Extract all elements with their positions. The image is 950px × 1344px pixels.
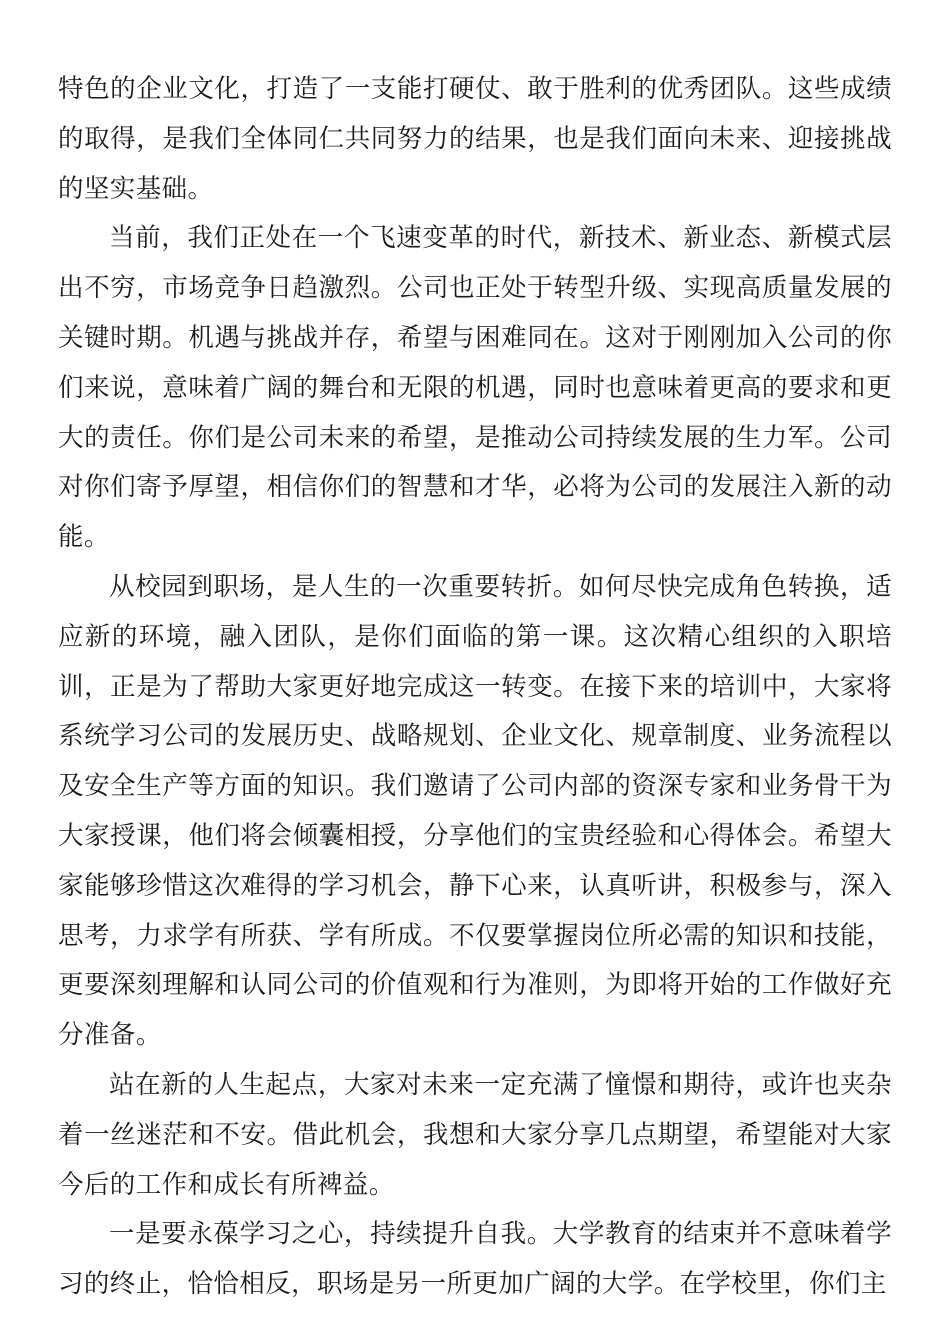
document-page xyxy=(58,65,892,1310)
paragraph-2: 当前，我们正处在一个飞速变革的时代，新技术、新业态、新模式层出不穷，市场竞争日趋激烈。公司也正处于转型升级、实现高质量发展的关键时期。机遇与挑战并存，希望与困难同在。这对于刚刚加入公司的你们来说，意味着广阔的舞台和无限的机遇，同时也意味着更高的要求和更大的责任。你们是公司未来的希望，是推动公司持续发展的生力军。公司对你们寄予厚望，相信你们的智慧和才华，必将为公司的发展注入新的动能。 xyxy=(58,223,892,553)
paragraph-4: 站在新的人生起点，大家对未来一定充满了憧憬和期待，或许也夹杂着一丝迷茫和不安。借此机会，我想和大家分享几点期望，希望能对大家今后的工作和成长有所裨益。 xyxy=(58,1069,892,1200)
paragraph-5: 一是要永葆学习之心，持续提升自我。大学教育的结束并不意味着学习的终止，恰恰相反，职场是另一所更加广阔的大学。在学校里，你们主 xyxy=(58,1219,892,1300)
paragraph-1: 特色的企业文化，打造了一支能打硬仗、敢于胜利的优秀团队。这些成绩的取得，是我们全体同仁共同努力的结果，也是我们面向未来、迎接挑战的坚实基础。 xyxy=(58,74,892,204)
paragraph-3: 从校园到职场，是人生的一次重要转折。如何尽快完成角色转换，适应新的环境，融入团队，是你们面临的第一课。这次精心组织的入职培训，正是为了帮助大家更好地完成这一转变。在接下来的培训中，大家将系统学习公司的发展历史、战略规划、企业文化、规章制度、业务流程以及安全生产等方面的知识。我们邀请了公司内部的资深专家和业务骨干为大家授课，他们将会倾囊相授，分享他们的宝贵经验和心得体会。希望大家能够珍惜这次难得的学习机会，静下心来，认真听讲，积极参与，深入思考，力求学有所获、学有所成。不仅要掌握岗位所必需的知识和技能，更要深刻理解和认同公司的价值观和行为准则，为即将开始的工作做好充分准备。 xyxy=(58,571,892,1051)
